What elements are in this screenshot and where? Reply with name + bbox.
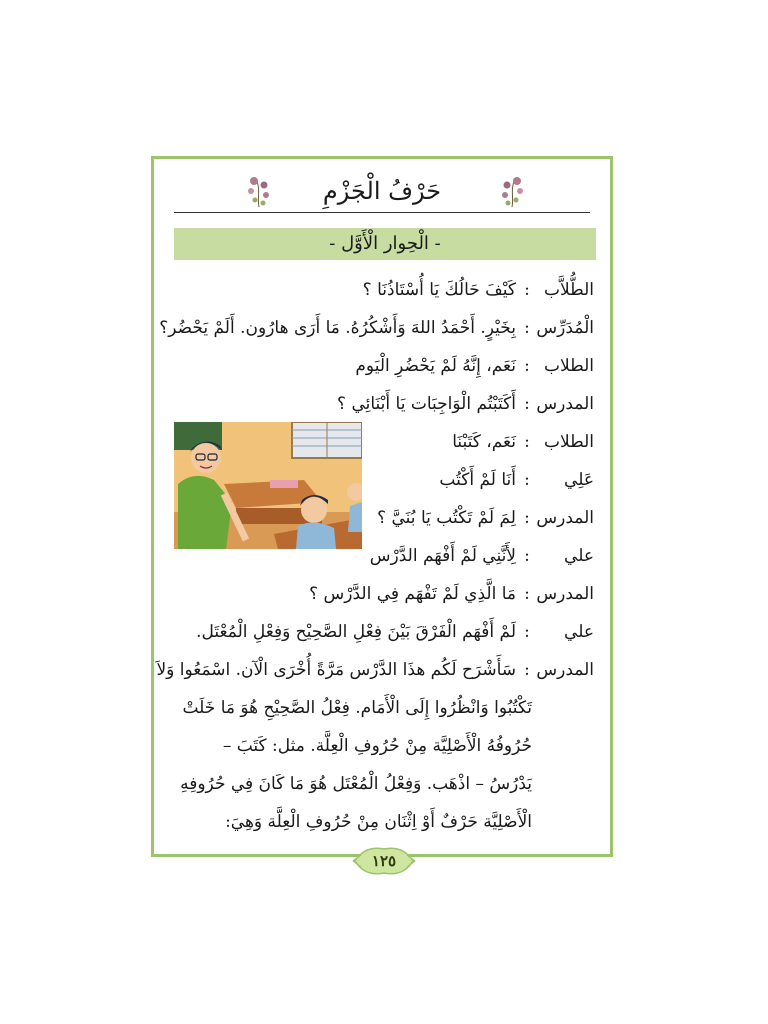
section-heading: [174, 228, 596, 260]
floral-ornament-icon: [495, 173, 529, 209]
dialogue-line: سَأَشْرَح لَكُم هذَا الدَّرْس مَرَّةً أُخْرَى الْآن. اسْمَعُوا وَلاَ: [156, 660, 516, 680]
dialogue-line: أَنَا لَمْ أَكْتُب: [439, 470, 516, 490]
dialogue-row: [164, 501, 594, 535]
speaker-label: الطلاب: [544, 432, 594, 452]
speaker-label: المدرس: [536, 508, 594, 528]
colon-separator: :: [524, 546, 530, 566]
dialogue-line: نَعَم، كَتَبْنَا: [452, 432, 516, 452]
page-frame: [151, 156, 613, 870]
colon-separator: :: [524, 622, 530, 642]
dialogue-row: [159, 311, 594, 345]
dialogue-row: [164, 615, 594, 649]
speaker-label: المدرس: [536, 660, 594, 680]
speaker-label: علي: [564, 622, 594, 642]
continuation-line: يَدْرُسُ – اذْهَب. وَفِعْلُ الْمُعْتَل هُوَ مَا كَانَ فِي حُرُوفِهِ: [180, 774, 532, 794]
title-row: [154, 173, 610, 213]
dialogue-row: [156, 653, 594, 687]
colon-separator: :: [524, 318, 530, 338]
speaker-label: علي: [564, 546, 594, 566]
dialogue-row: [164, 273, 594, 307]
colon-separator: :: [524, 508, 530, 528]
continuation-line: الْأَصْلِيَّة حَرْفٌ أَوْ اِثْنَان مِنْ حُرُوفِ الْعِلَّة وَهِيَ:: [225, 812, 532, 832]
colon-separator: :: [524, 660, 530, 680]
dialogue-row: [164, 349, 594, 383]
dialogue-row: [164, 577, 594, 611]
dialogue-line: بِخَيْرٍ. أَحْمَدُ اللهَ وَأَشْكُرُهُ. مَا أَرَى هارُون. أَلَمْ يَحْضُر؟: [159, 318, 516, 338]
dialogue-line: نَعَم، إِنَّهُ لَمْ يَحْضُرِ الْيَوم: [355, 356, 516, 376]
speaker-label: المدرس: [536, 584, 594, 604]
continuation-line: حُرُوفُهُ الْأَصْلِيَّة مِنْ حُرُوفِ الْعِلَّة. مثل: كَتَبَ –: [222, 736, 532, 756]
colon-separator: :: [524, 470, 530, 490]
dialogue-line: لِمَ لَمْ تَكْتُب يَا بُنَيَّ ؟: [377, 508, 516, 528]
colon-separator: :: [524, 432, 530, 452]
title-divider: [174, 212, 590, 213]
dialogue-line: كَيْفَ حَالُكَ يَا أُسْتَاذُنَا ؟: [362, 280, 516, 300]
colon-separator: :: [524, 584, 530, 604]
dialogue-line: أَكَتَبْتُم الْوَاجِبَات يَا أَبْنَائِي ؟: [337, 394, 516, 414]
speaker-label: الطُّلاَّب: [544, 280, 594, 300]
dialogue-row: [164, 387, 594, 421]
section-title: - الْحِوار الْأَوَّل -: [329, 233, 441, 254]
speaker-label: عَلِي: [564, 470, 594, 490]
page-number-holder: [351, 843, 417, 879]
dialogue-row: [164, 539, 594, 573]
dialogue-line: لَمْ أَفْهَم الْفَرْقَ بَيْنَ فِعْلِ الصَّحِيْح وَفِعْلِ الْمُعْتَل.: [196, 622, 516, 642]
dialogue-row: [164, 463, 594, 497]
dialogue-line: لِأَنَّنِي لَمْ أَفْهَم الدَّرْس: [369, 546, 516, 566]
speaker-label: الْمُدَرِّس: [536, 318, 594, 338]
dialogue-row: [164, 425, 594, 459]
speaker-label: المدرس: [536, 394, 594, 414]
colon-separator: :: [524, 280, 530, 300]
colon-separator: :: [524, 394, 530, 414]
continuation-line: تَكْتُبُوا وَانْظُرُوا إِلَى الْأَمَام. فِعْلُ الصَّحِيْحِ هُوَ مَا خَلَتْ: [182, 698, 532, 718]
page-title: حَرْفُ الْجَزْمِ: [322, 177, 442, 205]
colon-separator: :: [524, 356, 530, 376]
dialogue-line: مَا الَّذِي لَمْ تَفْهَم فِي الدَّرْس ؟: [309, 584, 516, 604]
speaker-label: الطلاب: [544, 356, 594, 376]
page-number: ١٢٥: [371, 852, 397, 870]
